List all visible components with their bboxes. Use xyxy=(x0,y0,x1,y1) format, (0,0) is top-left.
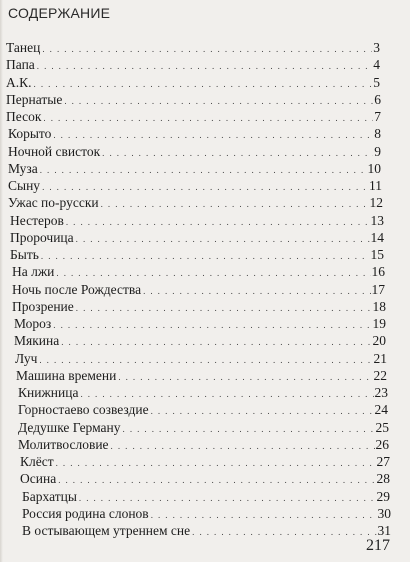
toc-entry-page: 16 xyxy=(371,264,385,280)
toc-entry-page: 24 xyxy=(374,402,388,418)
dot-leader xyxy=(76,233,370,245)
toc-entry[interactable] xyxy=(10,211,384,228)
toc-entry-title: Дедушке Герману xyxy=(18,419,121,435)
toc-entry-page: 17 xyxy=(371,281,385,297)
toc-entry-title: Луч xyxy=(15,350,38,366)
toc-entry[interactable] xyxy=(22,504,391,521)
dot-leader xyxy=(102,147,373,159)
dot-leader xyxy=(39,354,372,366)
toc-entry[interactable] xyxy=(8,176,382,193)
dot-leader xyxy=(34,78,373,90)
toc-entry-title: Папа xyxy=(6,57,35,73)
toc-entry-page: 18 xyxy=(372,298,386,314)
dot-leader xyxy=(151,509,377,521)
toc-entry-title: Танец xyxy=(6,40,41,55)
dot-leader xyxy=(41,250,370,262)
toc-entry-title: Молитвословие xyxy=(18,436,109,452)
page-number: 217 xyxy=(366,537,390,554)
toc-entry-title: Мороз xyxy=(14,316,52,331)
toc-entry[interactable] xyxy=(8,193,383,210)
toc-entry-title: Бархатцы xyxy=(22,488,77,504)
dot-leader xyxy=(192,526,376,538)
toc-entry[interactable] xyxy=(14,314,386,331)
toc-entry-page: 13 xyxy=(370,212,384,228)
toc-entry-page: 31 xyxy=(377,523,391,538)
dot-leader xyxy=(111,440,375,452)
dot-leader xyxy=(80,388,373,400)
toc-entry-page: 28 xyxy=(376,471,390,487)
toc-entry[interactable] xyxy=(22,487,390,504)
toc-entry-page: 3 xyxy=(373,40,380,55)
toc-entry[interactable] xyxy=(12,297,386,314)
toc-entry[interactable] xyxy=(20,452,390,469)
toc-entry-title: Ночной свисток xyxy=(8,143,101,159)
dot-leader xyxy=(37,60,372,72)
dot-leader xyxy=(42,43,372,55)
toc-entry-page: 19 xyxy=(372,316,386,331)
toc-entry[interactable] xyxy=(10,228,384,245)
toc-entry-title: На лжи xyxy=(12,264,55,280)
toc-entry[interactable] xyxy=(12,262,385,279)
toc-entry[interactable] xyxy=(18,418,389,435)
dot-leader xyxy=(58,474,375,486)
page-title: СОДЕРЖАНИЕ xyxy=(8,5,111,21)
toc-entry-title: Книжница xyxy=(18,385,79,400)
toc-entry[interactable] xyxy=(14,331,386,348)
toc-entry-page: 8 xyxy=(374,126,381,142)
toc-entry-title: Мякина xyxy=(14,333,60,349)
toc-entry-title: Песок xyxy=(6,109,42,124)
dot-leader xyxy=(53,319,371,331)
toc-entry[interactable] xyxy=(6,55,380,72)
toc-entry[interactable] xyxy=(16,366,387,383)
toc-entry[interactable] xyxy=(12,280,385,297)
toc-entry-title: Клёст xyxy=(20,454,54,469)
toc-entry-page: 7 xyxy=(374,109,381,124)
toc-entry-title: Ужас по-русски xyxy=(8,195,99,211)
toc-entry-page: 30 xyxy=(377,505,391,521)
toc-entry[interactable] xyxy=(18,383,388,400)
toc-entry-title: Горностаево созвездие xyxy=(18,402,149,418)
toc-entry-title: Осина xyxy=(20,471,57,487)
toc-entry-title: Пернатые xyxy=(6,91,63,107)
dot-leader xyxy=(151,405,374,417)
toc-entry-page: 12 xyxy=(369,195,383,211)
toc-entry[interactable] xyxy=(22,521,391,538)
dot-leader xyxy=(66,216,370,228)
toc-entry[interactable] xyxy=(6,90,381,107)
toc-entry-page: 4 xyxy=(373,57,380,73)
toc-entry-title: Сыну xyxy=(8,178,41,193)
dot-leader xyxy=(76,302,372,314)
toc-entry[interactable] xyxy=(18,400,388,417)
toc-entry-page: 15 xyxy=(370,247,384,262)
dot-leader xyxy=(40,164,367,176)
toc-entry[interactable] xyxy=(15,349,387,366)
toc-entry-title: Пророчица xyxy=(10,229,74,245)
toc-entry-title: Россия родина слонов xyxy=(22,505,149,521)
toc-entry[interactable] xyxy=(6,38,380,55)
toc-entry-title: Машина времени xyxy=(16,367,117,383)
toc-entry-title: Нестеров xyxy=(10,212,64,228)
toc-entry-page: 10 xyxy=(367,160,381,176)
toc-entry[interactable] xyxy=(6,73,380,90)
toc-entry[interactable] xyxy=(18,435,389,452)
toc-entry-page: 23 xyxy=(374,385,388,400)
toc-entry-page: 25 xyxy=(375,419,389,435)
toc-entry-page: 9 xyxy=(374,143,381,159)
toc-entry-page: 21 xyxy=(373,350,387,366)
toc-entry[interactable] xyxy=(8,159,381,176)
toc-entry[interactable] xyxy=(10,245,384,262)
toc-entry-title: Прозрение xyxy=(12,298,74,314)
toc-entry-page: 6 xyxy=(374,91,381,107)
dot-leader xyxy=(42,181,368,193)
toc-entry-page: 20 xyxy=(372,333,386,349)
dot-leader xyxy=(43,112,373,124)
dot-leader xyxy=(123,423,375,435)
toc-entry-title: В остывающем утреннем сне xyxy=(22,523,191,538)
toc-entry-title: А.К. xyxy=(6,74,32,90)
toc-entry-page: 22 xyxy=(373,367,387,383)
toc-entry[interactable] xyxy=(6,107,381,124)
dot-leader xyxy=(56,457,376,469)
toc-entry-page: 27 xyxy=(376,454,390,469)
toc-entry[interactable] xyxy=(20,469,390,486)
dot-leader xyxy=(101,198,369,210)
toc-entry[interactable] xyxy=(8,142,381,159)
dot-leader xyxy=(143,285,370,297)
toc-entry-title: Быть xyxy=(10,247,39,262)
dot-leader xyxy=(118,371,372,383)
toc-entry-title: Корыто xyxy=(8,126,52,142)
dot-leader xyxy=(56,267,370,279)
toc-entry-page: 11 xyxy=(369,178,382,193)
toc-entry-page: 26 xyxy=(375,436,389,452)
dot-leader xyxy=(61,336,371,348)
dot-leader xyxy=(53,129,373,141)
dot-leader xyxy=(79,492,376,504)
toc-entry[interactable] xyxy=(8,124,381,141)
dot-leader xyxy=(64,95,373,107)
toc-entry-title: Ночь после Рождества xyxy=(12,281,142,297)
toc-entry-page: 5 xyxy=(373,74,380,90)
toc-entry-page: 29 xyxy=(376,488,390,504)
toc-entry-page: 14 xyxy=(370,229,384,245)
page-edge-shadow xyxy=(0,0,3,562)
toc-entry-title: Муза xyxy=(8,160,38,176)
